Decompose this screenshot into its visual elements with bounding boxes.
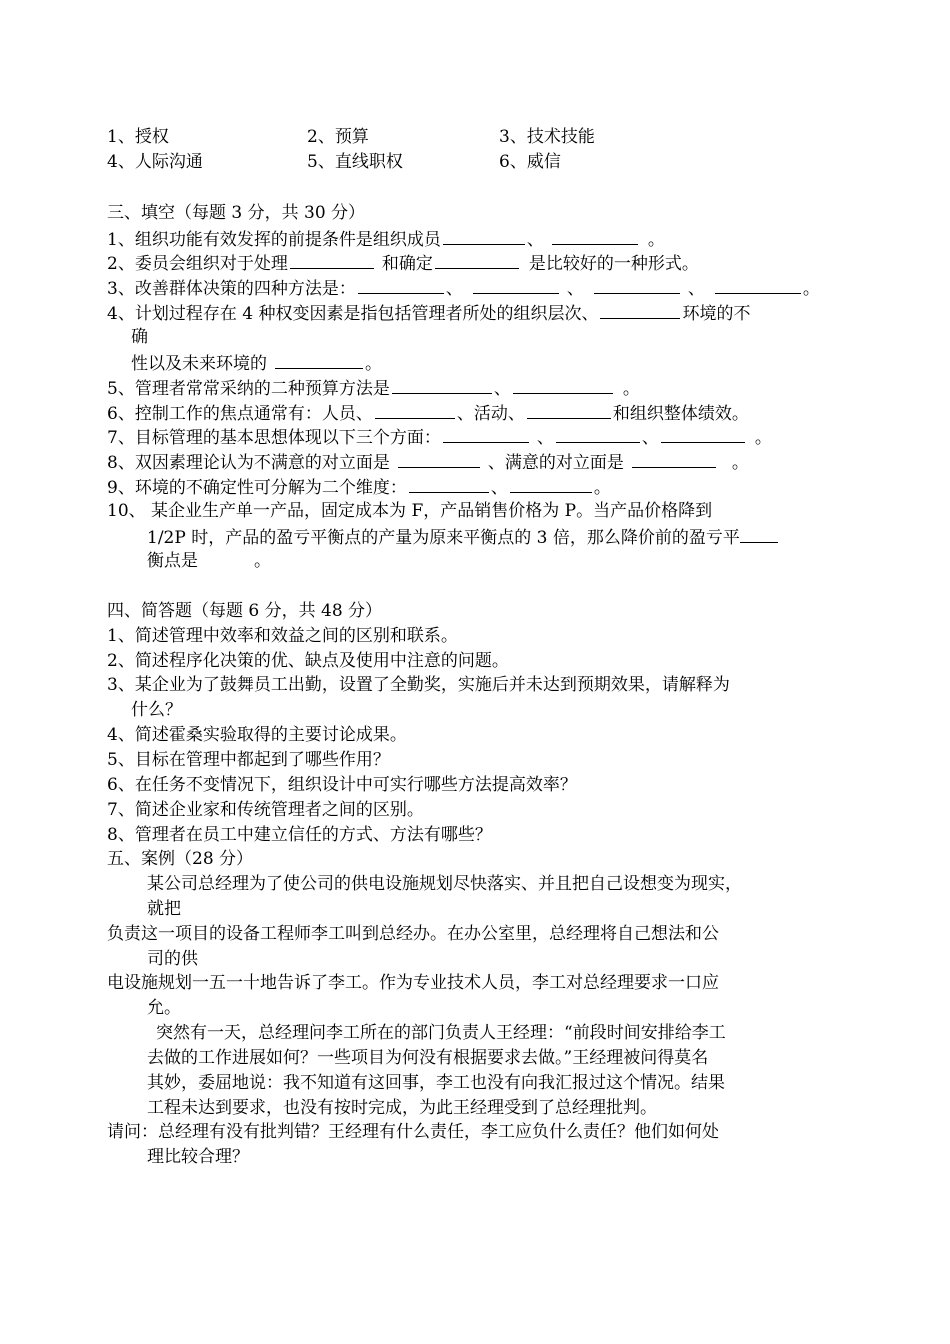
question-text: 、满意的对立面是 <box>487 453 624 473</box>
question-text: 7、目标管理的基本思想体现以下三个方面： <box>107 428 441 448</box>
question-text: 2、委员会组织对于处理 <box>107 254 288 274</box>
question-text: 。 <box>754 428 772 448</box>
question-text: 、 <box>490 478 508 498</box>
answer-blank[interactable] <box>275 351 363 369</box>
question-text: 。 <box>731 453 749 473</box>
section-heading-fill: 三、填空（每题 3 分，共 30 分） <box>107 203 366 223</box>
answer-blank[interactable] <box>632 450 716 468</box>
short-question: 2、简述程序化决策的优、缺点及使用中注意的问题。 <box>107 651 509 671</box>
case-text: 其妙，委屈地说：我不知道有这回事，李工也没有向我汇报过这个情况。结果 <box>147 1073 725 1093</box>
section-heading-short: 四、简答题（每题 6 分，共 48 分） <box>107 601 383 621</box>
question-text: 。 <box>254 551 271 571</box>
case-text: 就把 <box>147 899 181 919</box>
term-item: 1、授权 <box>107 127 169 147</box>
question-text: 。 <box>622 379 640 399</box>
question-text: 性以及未来环境的 <box>131 354 267 374</box>
term-item: 3、技术技能 <box>499 127 595 147</box>
answer-blank[interactable] <box>527 401 611 419</box>
question-text: 9、环境的不确定性可分解为二个维度： <box>107 478 407 498</box>
answer-blank[interactable] <box>556 425 640 443</box>
question-text: 3、改善群体决策的四种方法是： <box>107 279 356 299</box>
fill-question-7 <box>107 425 772 449</box>
case-text: 司的供 <box>147 949 198 969</box>
answer-blank[interactable] <box>290 251 374 269</box>
fill-question-8 <box>107 450 749 474</box>
fill-question-3 <box>107 276 820 300</box>
fill-question-10-end <box>147 550 271 572</box>
answer-blank[interactable] <box>443 425 529 443</box>
term-item: 2、预算 <box>307 127 369 147</box>
question-text: 、 <box>445 279 463 299</box>
short-question: 7、简述企业家和传统管理者之间的区别。 <box>107 800 424 820</box>
fill-question-5 <box>107 376 640 400</box>
answer-blank[interactable] <box>600 301 680 319</box>
short-question: 4、简述霍桑实验取得的主要讨论成果。 <box>107 725 407 745</box>
question-text: 衡点是 <box>147 551 198 571</box>
question-text: 、活动、 <box>456 404 525 424</box>
section-heading-case: 五、案例（28 分） <box>107 849 254 869</box>
question-text: 。 <box>647 230 665 250</box>
answer-blank[interactable] <box>552 227 638 245</box>
fill-question-4 <box>107 301 750 325</box>
fill-question-1 <box>107 227 665 251</box>
case-text: 去做的工作进展如何？一些项目为何没有根据要求去做。”王经理被问得莫名 <box>147 1048 709 1068</box>
answer-blank[interactable] <box>409 475 489 493</box>
answer-blank[interactable] <box>473 276 559 294</box>
answer-blank[interactable] <box>375 401 455 419</box>
question-text: 和组织整体绩效。 <box>612 404 749 424</box>
question-text: 、 <box>641 428 659 448</box>
case-text: 工程未达到要求，也没有按时完成，为此王经理受到了总经理批判。 <box>147 1098 657 1118</box>
question-text: 、 <box>687 279 705 299</box>
case-text: 某公司总经理为了使公司的供电设施规划尽快落实、并且把自己设想变为现实， <box>147 874 742 894</box>
answer-blank[interactable] <box>661 425 745 443</box>
question-text: 8、双因素理论认为不满意的对立面是 <box>107 453 390 473</box>
answer-blank[interactable] <box>594 276 680 294</box>
question-text-wrap: 确 <box>131 327 148 347</box>
answer-blank[interactable] <box>443 227 525 245</box>
case-question: 请问：总经理有没有批判错？王经理有什么责任，李工应负什么责任？他们如何处 <box>107 1122 719 1142</box>
question-text: 。 <box>802 279 820 299</box>
case-text: 允。 <box>147 998 181 1018</box>
question-text: 和确定 <box>381 254 433 274</box>
question-text: 。 <box>365 354 382 374</box>
fill-question-6 <box>107 401 749 425</box>
question-text: 、 <box>493 379 511 399</box>
short-question: 3、某企业为了鼓舞员工出勤，设置了全勤奖，实施后并未达到预期效果，请解释为 <box>107 675 730 695</box>
question-text: 环境的不 <box>682 304 751 324</box>
answer-blank[interactable] <box>435 251 519 269</box>
question-text: 是比较好的一种形式。 <box>528 254 699 274</box>
short-question: 5、目标在管理中都起到了哪些作用？ <box>107 750 390 770</box>
case-text: 突然有一天，总经理问李工所在的部门负责人王经理：“前段时间安排给李工 <box>156 1023 726 1043</box>
fill-question-10-cont <box>147 525 780 549</box>
question-text: 5、管理者常常采纳的二种预算方法是 <box>107 379 390 399</box>
question-text: 1/2P 时，产品的盈亏平衡点的产量为原来平衡点的 3 倍，那么降价前的盈亏平 <box>147 528 740 548</box>
case-text: 电设施规划一五一十地告诉了李工。作为专业技术人员，李工对总经理要求一口应 <box>107 973 719 993</box>
answer-blank[interactable] <box>740 525 778 543</box>
short-question: 1、简述管理中效率和效益之间的区别和联系。 <box>107 626 458 646</box>
question-text: 、 <box>566 279 584 299</box>
question-text: 、 <box>526 230 544 250</box>
question-text: 6、控制工作的焦点通常有：人员、 <box>107 404 373 424</box>
fill-question-10: 10、 某企业生产单一产品，固定成本为 F，产品销售价格为 P。当产品价格降到 <box>107 501 713 521</box>
short-question-wrap: 什么？ <box>131 700 182 720</box>
answer-blank[interactable] <box>510 475 592 493</box>
fill-question-2 <box>107 251 699 275</box>
answer-blank[interactable] <box>398 450 480 468</box>
short-question: 6、在任务不变情况下，组织设计中可实行哪些方法提高效率？ <box>107 775 577 795</box>
short-question: 8、管理者在员工中建立信任的方式、方法有哪些？ <box>107 825 492 845</box>
term-item: 4、人际沟通 <box>107 152 203 172</box>
question-text: 4、计划过程存在 4 种权变因素是指包括管理者所处的组织层次、 <box>107 304 599 324</box>
question-text: 、 <box>536 428 554 448</box>
question-text: 。 <box>593 478 611 498</box>
question-text: 1、组织功能有效发挥的前提条件是组织成员 <box>107 230 441 250</box>
answer-blank[interactable] <box>513 376 613 394</box>
fill-question-4-cont <box>131 351 382 375</box>
term-item: 5、直线职权 <box>307 152 403 172</box>
answer-blank[interactable] <box>358 276 444 294</box>
term-item: 6、威信 <box>499 152 561 172</box>
answer-blank[interactable] <box>715 276 801 294</box>
answer-blank[interactable] <box>392 376 492 394</box>
case-question: 理比较合理？ <box>147 1147 249 1167</box>
case-text: 负责这一项目的设备工程师李工叫到总经办。在办公室里，总经理将自己想法和公 <box>107 924 719 944</box>
fill-question-9 <box>107 475 611 499</box>
